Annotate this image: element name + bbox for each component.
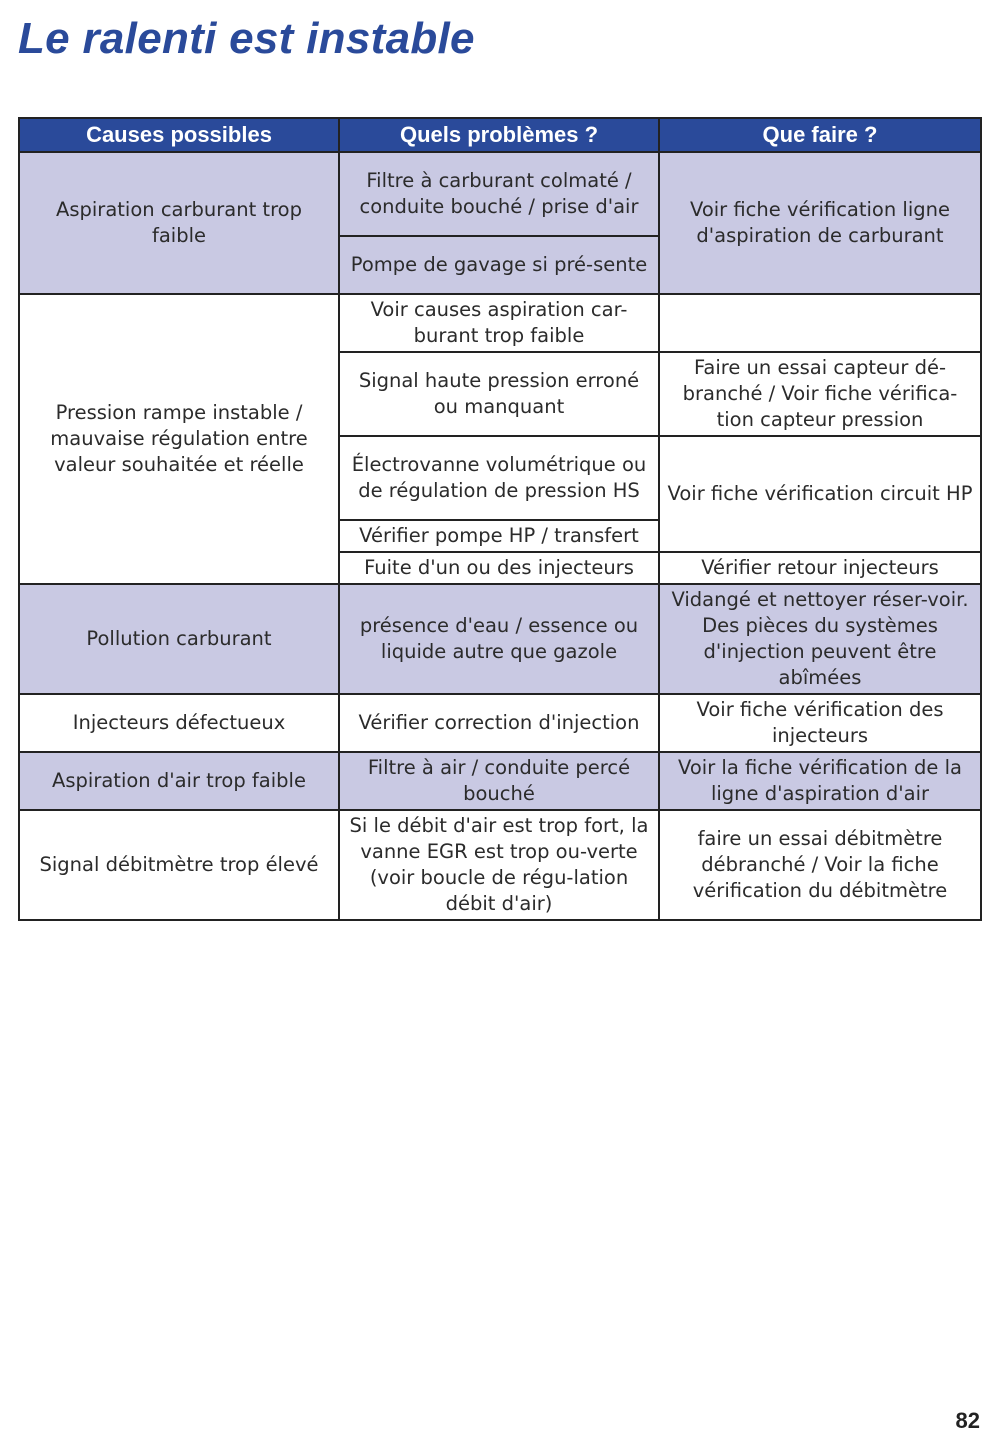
table-row	[19, 694, 981, 752]
action-cell: Vérifier retour injecteurs	[659, 552, 981, 584]
action-cell: Voir fiche vérification des injecteurs	[659, 694, 981, 752]
problem-cell: Voir causes aspiration car-burant trop faible	[339, 294, 659, 352]
action-cell: Voir la fiche vérification de la ligne d'aspiration d'air	[659, 752, 981, 810]
problem-cell: Électrovanne volumétrique ou de régulation de pression HS	[339, 436, 659, 520]
action-cell: Vidangé et nettoyer réser-voir. Des pièces du systèmes d'injection peuvent être abîmées	[659, 584, 981, 694]
problem-cell: Vérifier pompe HP / transfert	[339, 520, 659, 552]
header-causes: Causes possibles	[19, 118, 339, 152]
action-cell	[659, 294, 981, 352]
problem-cell: Filtre à carburant colmaté / conduite bouché / prise d'air	[339, 152, 659, 236]
table-row	[19, 152, 981, 236]
troubleshooting-table	[18, 117, 982, 921]
table-header-row	[19, 118, 981, 152]
cause-cell: Injecteurs défectueux	[19, 694, 339, 752]
cause-cell: Aspiration d'air trop faible	[19, 752, 339, 810]
table-row	[19, 810, 981, 920]
cause-cell: Pollution carburant	[19, 584, 339, 694]
page-number: 82	[955, 1408, 980, 1433]
problem-cell: présence d'eau / essence ou liquide autre que gazole	[339, 584, 659, 694]
action-cell: Voir fiche vérification ligne d'aspiration de carburant	[659, 152, 981, 294]
page-title: Le ralenti est instable	[18, 14, 475, 63]
problem-cell: Si le débit d'air est trop fort, la vanne EGR est trop ou-verte (voir boucle de régu-lation débit d'air)	[339, 810, 659, 920]
header-problems: Quels problèmes ?	[339, 118, 659, 152]
action-cell: Voir fiche vérification circuit HP	[659, 436, 981, 552]
cause-cell: Pression rampe instable / mauvaise régulation entre valeur souhaitée et réelle	[19, 294, 339, 584]
action-cell: faire un essai débitmètre débranché / Voir la fiche vérification du débitmètre	[659, 810, 981, 920]
table-row	[19, 294, 981, 352]
action-cell: Faire un essai capteur dé-branché / Voir fiche vérifica-tion capteur pression	[659, 352, 981, 436]
problem-cell: Filtre à air / conduite percé bouché	[339, 752, 659, 810]
problem-cell: Pompe de gavage si pré-sente	[339, 236, 659, 294]
header-actions: Que faire ?	[659, 118, 981, 152]
cause-cell: Aspiration carburant trop faible	[19, 152, 339, 294]
table-row	[19, 584, 981, 694]
table-row	[19, 752, 981, 810]
problem-cell: Signal haute pression erroné ou manquant	[339, 352, 659, 436]
problem-cell: Fuite d'un ou des injecteurs	[339, 552, 659, 584]
problem-cell: Vérifier correction d'injection	[339, 694, 659, 752]
cause-cell: Signal débitmètre trop élevé	[19, 810, 339, 920]
